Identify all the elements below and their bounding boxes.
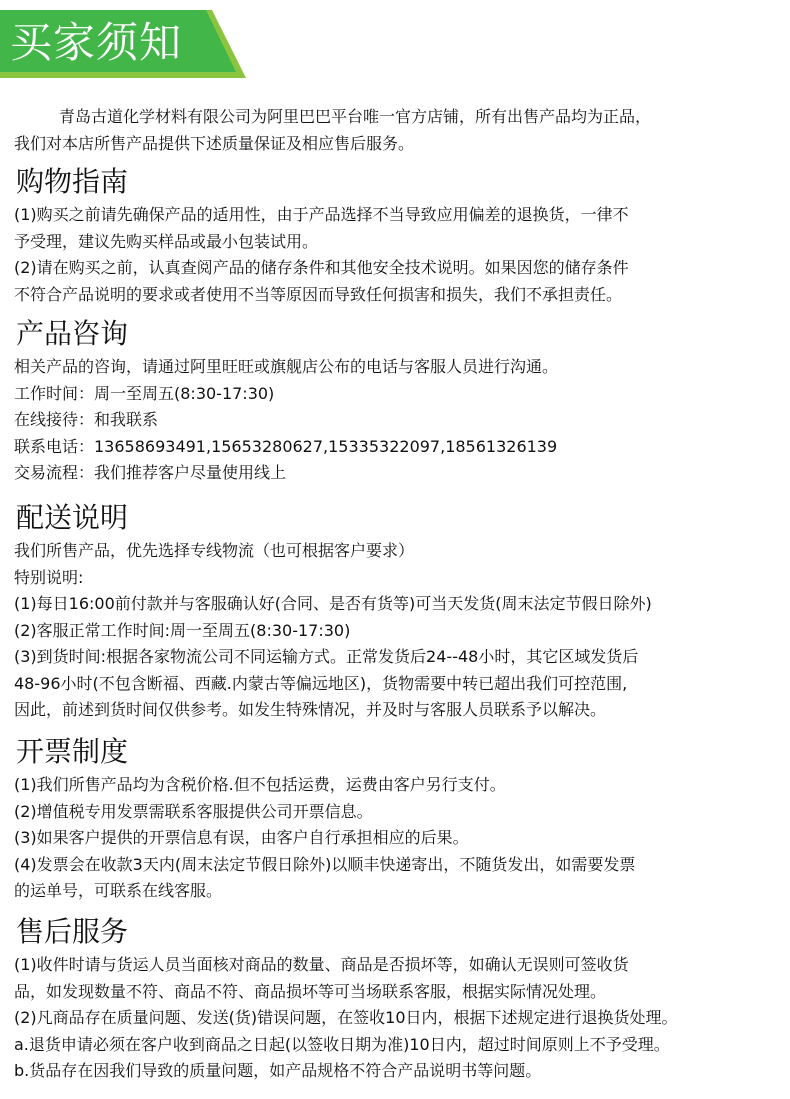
intro-line: 我们对本店所售产品提供下述质量保证及相应售后服务。 xyxy=(14,134,415,153)
section-line: 的运单号，可联系在线客服。 xyxy=(14,881,223,900)
section-heading: 配送说明 xyxy=(16,501,129,534)
section-invoice xyxy=(14,734,784,905)
section-line: 特别说明: xyxy=(14,567,84,587)
section-line: (1)购买之前请先确保产品的适用性，由于产品选择不当导致应用偏差的退换货，一律不 xyxy=(14,205,629,224)
section-line: 不符合产品说明的要求或者使用不当等原因而导致任何损害和损失，我们不承担责任。 xyxy=(14,284,623,304)
section-heading: 购物指南 xyxy=(16,165,129,198)
section-line: (1)收件时请与货运人员当面核对商品的数量、商品是否损坏等，如确认无误则可签收货 xyxy=(14,955,629,974)
section-line: a.退货申请必须在客户收到商品之日起(以签收日期为准)10日内，超过时间原则上不予受理。 xyxy=(14,1034,670,1054)
section-heading: 产品咨询 xyxy=(16,317,129,350)
section-line: (2)增值税专用发票需联系客服提供公司开票信息。 xyxy=(14,801,373,821)
section-line: 相关产品的咨询，请通过阿里旺旺或旗舰店公布的电话与客服人员进行沟通。 xyxy=(14,357,559,376)
section-line: (3)如果客户提供的开票信息有误，由客户自行承担相应的后果。 xyxy=(14,828,469,847)
intro-line: 青岛古道化学材料有限公司为阿里巴巴平台唯一官方店铺，所有出售产品均为正品， xyxy=(59,107,652,126)
section-line: (2)请在购买之前，认真查阅产品的储存条件和其他安全技术说明。如果因您的储存条件 xyxy=(14,258,629,277)
section-line: (2)凡商品存在质量问题、发送(货)错误问题，在签收10日内，根据下述规定进行退换货处理。 xyxy=(14,1008,678,1027)
section-line: 我们所售产品，优先选择专线物流（也可根据客户要求） xyxy=(14,541,415,560)
section-heading: 售后服务 xyxy=(16,915,129,948)
section-line: (4)发票会在收款3天内(周末法定节假日除外)以顺丰快递寄出，不随货发出，如需要发票 xyxy=(14,854,636,874)
section-after-sales xyxy=(14,914,784,1085)
section-line: 48-96小时(不包含断福、西藏.内蒙古等偏远地区)，货物需要中转已超出我们可控范围, xyxy=(14,673,628,693)
section-line: (1)我们所售产品均为含税价格.但不包括运费，运费由客户另行支付。 xyxy=(14,775,506,794)
section-line: 品，如发现数量不符、商品不符、商品损坏等可当场联系客服，根据实际情况处理。 xyxy=(14,981,607,1001)
section-heading: 开票制度 xyxy=(16,735,129,768)
page-title: 买家须知 xyxy=(10,18,183,67)
section-shopping-guide xyxy=(14,164,784,308)
title-banner xyxy=(0,10,248,78)
section-line: 工作时间：周一至周五(8:30-17:30) xyxy=(14,383,275,403)
section-product-consult xyxy=(14,316,784,487)
section-line: (1)每日16:00前付款并与客服确认好(合同、是否有货等)可当天发货(周末法定节假日除外) xyxy=(14,594,652,613)
intro-paragraph xyxy=(14,103,784,157)
section-line: (3)到货时间:根据各家物流公司不同运输方式。正常发货后24--48小时，其它区域发货后 xyxy=(14,647,639,666)
section-delivery xyxy=(14,500,784,724)
section-line: 因此，前述到货时间仅供参考。如发生特殊情况，并及时与客服人员联系予以解决。 xyxy=(14,700,607,719)
section-line: 交易流程：我们推荐客户尽量使用线上 xyxy=(14,463,287,482)
section-line: 在线接待：和我联系 xyxy=(14,410,159,429)
section-line: (2)客服正常工作时间:周一至周五(8:30-17:30) xyxy=(14,620,351,640)
section-line: b.货品存在因我们导致的质量问题，如产品规格不符合产品说明书等问题。 xyxy=(14,1061,542,1080)
section-line: 予受理，建议先购买样品或最小包装试用。 xyxy=(14,231,319,251)
section-line: 联系电话：13658693491,15653280627,15335322097,18561326139 xyxy=(14,436,558,456)
